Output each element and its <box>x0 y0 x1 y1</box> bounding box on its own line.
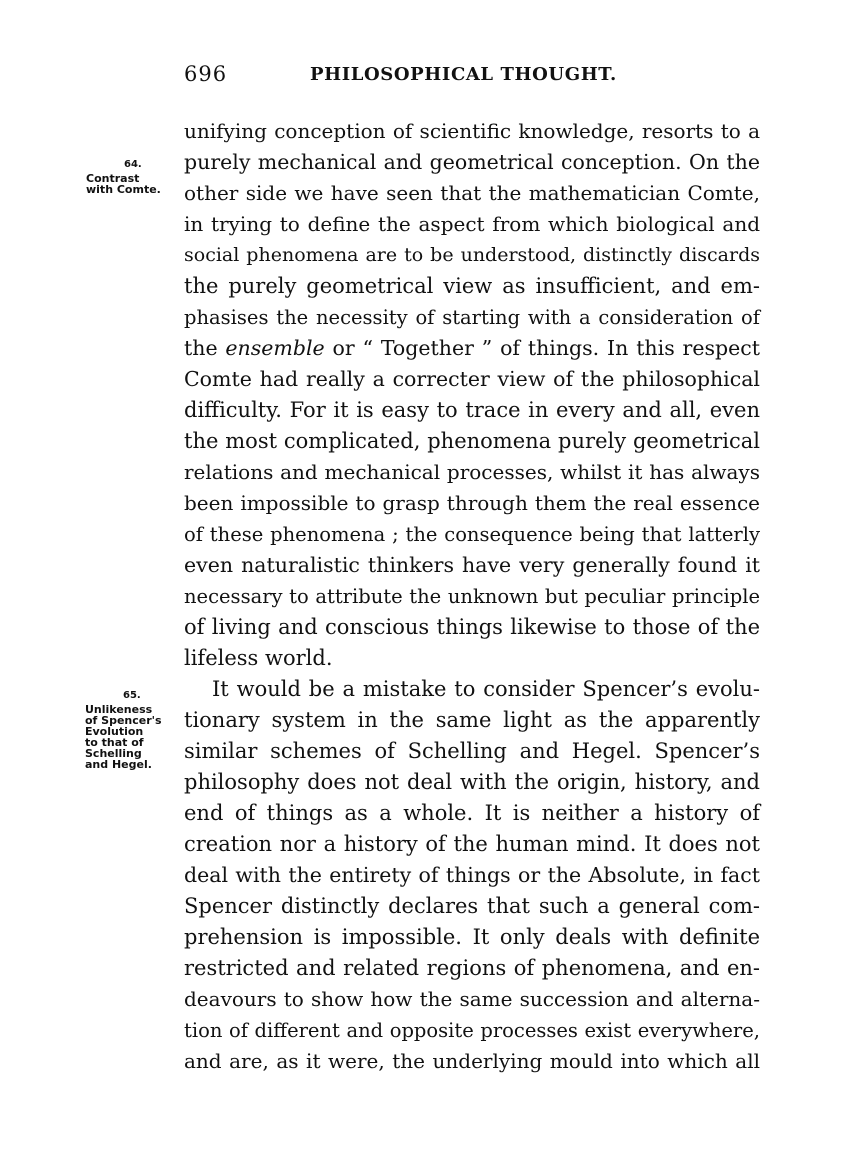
text-line: the purely geometrical view as insufficient, and em- <box>184 274 760 298</box>
margin-note-line: Contrast <box>86 172 140 185</box>
text-line: been impossible to grasp through them the real essence <box>184 491 760 515</box>
text-line: and are, as it were, the underlying mould into which all <box>184 1049 760 1073</box>
text-line: philosophy does not deal with the origin, history, and <box>184 770 760 794</box>
margin-note-line: with Comte. <box>86 183 161 196</box>
margin-note-64 <box>86 159 181 195</box>
running-title: PHILOSOPHICAL THOUGHT. <box>310 64 617 85</box>
text-line: necessary to attribute the unknown but peculiar principle <box>184 585 760 608</box>
text-line: the most complicated, phenomena purely geometrical <box>184 429 760 453</box>
text-line: unifying conception of scientific knowledge, resorts to a <box>184 119 760 143</box>
text-line: Comte had really a correcter view of the philosophical <box>184 367 760 391</box>
italic-term: ensemble <box>225 336 325 360</box>
text-line <box>184 333 760 364</box>
margin-note-line: of Spencer's <box>85 714 162 727</box>
text-line: purely mechanical and geometrical conception. On the <box>184 150 760 174</box>
text-line: of these phenomena ; the consequence being that latterly <box>184 523 760 546</box>
text-line: relations and mechanical processes, whilst it has always <box>184 460 760 484</box>
text-line: difficulty. For it is easy to trace in every and all, even <box>184 398 760 422</box>
page-number: 696 <box>184 62 228 86</box>
text-line: even naturalistic thinkers have very generally found it <box>184 553 760 577</box>
margin-note-number: 65. <box>123 690 141 701</box>
text-line: social phenomena are to be understood, distinctly discards <box>184 244 760 266</box>
text-line: other side we have seen that the mathematician Comte, <box>184 181 760 205</box>
text-line: in trying to define the aspect from which biological and <box>184 212 760 236</box>
margin-note-line: Schelling <box>85 747 142 760</box>
text-segment: the <box>184 336 226 360</box>
text-line: of living and conscious things likewise to those of the <box>184 615 760 639</box>
text-line: restricted and related regions of phenomena, and en- <box>184 956 760 980</box>
margin-note-65 <box>85 690 180 770</box>
margin-note-line: Unlikeness <box>85 703 153 716</box>
page-header <box>184 62 760 92</box>
margin-note-line: to that of <box>85 736 144 749</box>
text-line: end of things as a whole. It is neither a history of <box>184 801 760 825</box>
text-line: lifeless world. <box>184 646 333 670</box>
text-line: deal with the entirety of things or the Absolute, in fact <box>184 863 760 887</box>
text-line: It would be a mistake to consider Spencer’s evolu- <box>212 677 760 701</box>
text-line: tion of different and opposite processes exist everywhere, <box>184 1019 760 1042</box>
body-text <box>184 116 760 1077</box>
text-line: prehension is impossible. It only deals with definite <box>184 925 760 949</box>
margin-note-line: Evolution <box>85 725 144 738</box>
text-line: deavours to show how the same succession and alterna- <box>184 987 760 1011</box>
text-segment: or “ Together ” of things. In this respect <box>324 336 760 360</box>
text-line: similar schemes of Schelling and Hegel. Spencer’s <box>184 739 760 763</box>
text-line: phasises the necessity of starting with a consideration of <box>184 306 760 329</box>
text-line: Spencer distinctly declares that such a general com- <box>184 894 760 918</box>
text-line: creation nor a history of the human mind. It does not <box>184 832 760 856</box>
margin-note-line: and Hegel. <box>85 758 152 771</box>
margin-note-number: 64. <box>124 159 142 170</box>
text-line: tionary system in the same light as the apparently <box>184 708 760 732</box>
